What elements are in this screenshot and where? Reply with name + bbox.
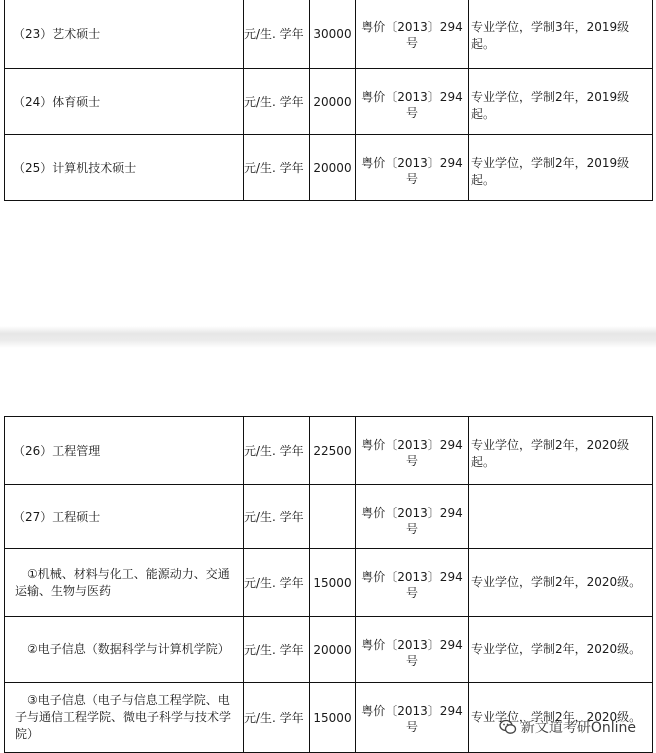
fee-amount: 20000: [310, 69, 356, 135]
table-row: [5, 549, 653, 617]
fee-table-lower: [4, 416, 653, 753]
fee-amount: 30000: [310, 0, 356, 69]
fee-amount: 20000: [310, 617, 356, 683]
pricing-basis: 粤价〔2013〕294号: [356, 0, 469, 69]
program-name: （24）体育硕士: [5, 69, 244, 135]
watermark-text: 新文道考研Online: [520, 720, 636, 736]
program-name: （27）工程硕士: [5, 485, 244, 549]
program-note: 专业学位，学制2年，2019级起。: [469, 69, 653, 135]
fee-amount: 22500: [310, 417, 356, 485]
pricing-basis: 粤价〔2013〕294号: [356, 135, 469, 201]
pricing-basis: 粤价〔2013〕294号: [356, 617, 469, 683]
fee-unit: 元/生. 学年: [244, 549, 310, 617]
pricing-basis: 粤价〔2013〕294号: [356, 69, 469, 135]
fee-amount: [310, 485, 356, 549]
fee-table-upper: [4, 0, 653, 201]
table-row: [5, 135, 653, 201]
fee-unit: 元/生. 学年: [244, 683, 310, 753]
fee-unit: 元/生. 学年: [244, 135, 310, 201]
program-note: 专业学位，学制2年，2020级。: [469, 683, 653, 753]
wechat-icon: [499, 718, 517, 736]
program-name: （23）艺术硕士: [5, 0, 244, 69]
watermark: [499, 717, 636, 737]
fee-amount: 15000: [310, 549, 356, 617]
program-note: 专业学位，学制2年，2020级。: [469, 549, 653, 617]
page-gap: [0, 326, 656, 348]
fee-amount: 20000: [310, 135, 356, 201]
program-name: （25）计算机技术硕士: [5, 135, 244, 201]
program-name: （26）工程管理: [5, 417, 244, 485]
table-row: [5, 617, 653, 683]
pricing-basis: 粤价〔2013〕294号: [356, 549, 469, 617]
program-note: [469, 485, 653, 549]
program-name: ③电子信息（电子与信息工程学院、电子与通信工程学院、微电子科学与技术学院）: [5, 683, 244, 753]
program-note: 专业学位，学制2年，2020级。: [469, 617, 653, 683]
fee-unit: 元/生. 学年: [244, 485, 310, 549]
program-name: ②电子信息（数据科学与计算机学院）: [5, 617, 244, 683]
table-row: [5, 0, 653, 69]
table-row: [5, 417, 653, 485]
pricing-basis: 粤价〔2013〕294号: [356, 683, 469, 753]
pricing-basis: 粤价〔2013〕294号: [356, 417, 469, 485]
program-note: 专业学位，学制3年，2019级起。: [469, 0, 653, 69]
fee-amount: 15000: [310, 683, 356, 753]
program-note: 专业学位，学制2年，2020级起。: [469, 417, 653, 485]
table-row: [5, 69, 653, 135]
fee-unit: 元/生. 学年: [244, 617, 310, 683]
fee-unit: 元/生. 学年: [244, 417, 310, 485]
program-name: ①机械、材料与化工、能源动力、交通运输、生物与医药: [5, 549, 244, 617]
pricing-basis: 粤价〔2013〕294号: [356, 485, 469, 549]
document-page-lower: [0, 348, 656, 753]
program-note: 专业学位，学制2年，2019级起。: [469, 135, 653, 201]
document-page-upper: [0, 0, 656, 326]
table-row: [5, 485, 653, 549]
fee-unit: 元/生. 学年: [244, 69, 310, 135]
fee-unit: 元/生. 学年: [244, 0, 310, 69]
